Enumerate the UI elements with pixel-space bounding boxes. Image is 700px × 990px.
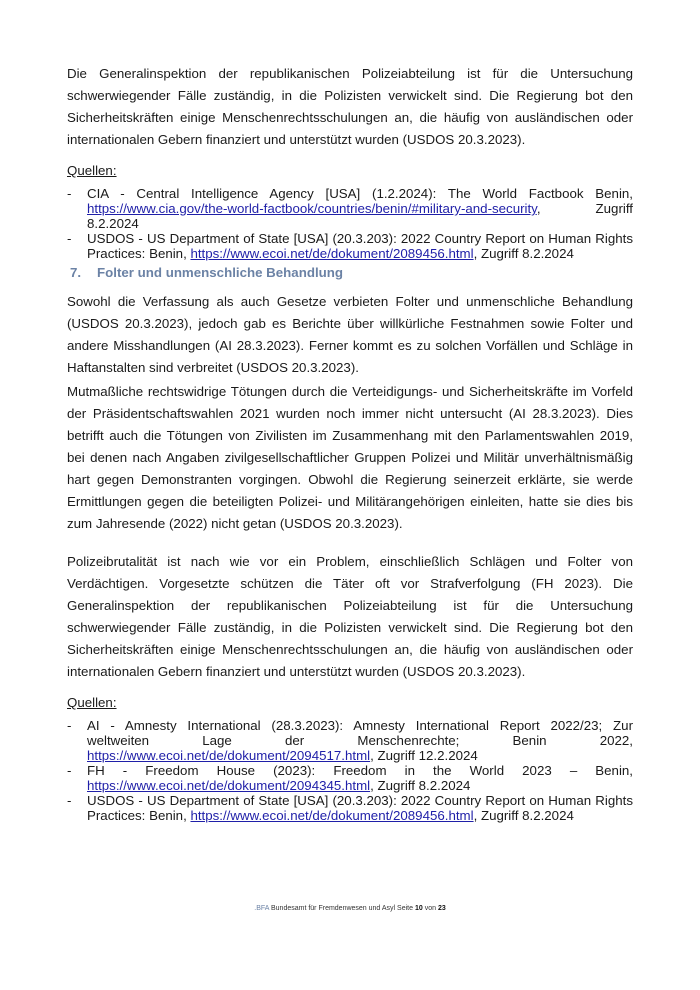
list-dash: - [67, 231, 72, 246]
list-dash: - [67, 186, 72, 201]
source-item: - AI - Amnesty International (28.3.2023): Amnesty International Report 2022/23; Zur weltweiten Lage der Menschenrechte; Benin 2022, https://www.ecoi.net/de/dokument/2094517.html, Zugriff 12.2.2024 [67, 718, 633, 763]
source-item: - FH - Freedom House (2023): Freedom in the World 2023 – Benin, https://www.ecoi.net/de/dokument/2094345.html, Zugriff 8.2.2024 [67, 763, 633, 793]
body-paragraph: Sowohl die Verfassung als auch Gesetze verbieten Folter und unmenschliche Behandlung (USDOS 20.3.2023), jedoch gab es Berichte über willkürliche Festnahmen sowie Folter und andere Misshandlungen (AI 28.3.2023). Ferner kommt es zu solchen Vorfällen und Schläge in Haftanstalten sind verbreitet (USDOS 20.3.2023). [67, 294, 633, 375]
page-total: 23 [437, 905, 446, 912]
list-dash: - [67, 718, 72, 733]
section-title: Folter und unmenschliche Behandlung [97, 265, 344, 280]
section-heading [70, 265, 343, 280]
source-link[interactable]: https://www.ecoi.net/de/dokument/2089456.html [190, 246, 474, 261]
section-number: 7. [70, 265, 82, 280]
source-link[interactable]: https://www.ecoi.net/de/dokument/2094345.html [87, 778, 371, 793]
body-paragraph: Mutmaßliche rechtswidrige Tötungen durch die Verteidigungs- und Sicherheitskräfte im Vorfeld der Präsidentschaftswahlen 2021 wurden noch immer nicht untersucht (AI 28.3.2023). Dies betrifft auch die Tötungen von Zivilisten im Zusammenhang mit den Parlamentswahlen 2019, bei denen nach Angaben zivilgesellschaftlicher Gruppen Polizei und Militär unverhältnismäßig hart gegen Demonstranten vorgingen. Obwohl die Regierung seinerzeit erklärte, sie werde Ermittlungen gegen die beteiligten Polizei- und Militärangehörigen einleiten, hatte sie dies bis zum Jahresende (2022) nicht getan (USDOS 20.3.2023). [67, 384, 633, 531]
sources-heading: Quellen: [67, 695, 117, 710]
bfa-logo-text: .BFA [254, 905, 270, 912]
list-dash: - [67, 793, 72, 808]
body-paragraph: Polizeibrutalität ist nach wie vor ein Problem, einschließlich Schlägen und Folter von Verdächtigen. Vorgesetzte schützen die Täter oft vor Strafverfolgung (FH 2023). Die Generalinspektion der republikanischen Polizeiabteilung ist für die Untersuchung schwerwiegender Fälle zuständig, in die Polizisten verwickelt sind. Die Regierung bot den Sicherheitskräften einige Menschenrechtsschulungen an, die häufig von ausländischen oder internationalen Gebern finanziert und unterstützt wurden (USDOS 20.3.2023). [67, 554, 633, 679]
list-dash: - [67, 763, 72, 778]
page-number: 10 [414, 905, 423, 912]
source-link[interactable]: https://www.ecoi.net/de/dokument/2094517.html [87, 748, 371, 763]
page-footer: .BFA Bundesamt für Fremdenwesen und Asyl Seite 10 von 23 [254, 905, 446, 912]
sources-list [67, 718, 633, 823]
sources-heading: Quellen: [67, 163, 117, 178]
source-item: - CIA - Central Intelligence Agency [USA] (1.2.2024): The World Factbook Benin, https://www.cia.gov/the-world-factbook/countries/benin/#military-and-security, Zugriff 8.2.2024 [67, 186, 633, 231]
intro-paragraph: Die Generalinspektion der republikanischen Polizeiabteilung ist für die Untersuchung schwerwiegender Fälle zuständig, in die Polizisten verwickelt sind. Die Regierung bot den Sicherheitskräften einige Menschenrechtsschulungen an, die häufig von ausländischen oder internationalen Gebern finanziert und unterstützt wurden (USDOS 20.3.2023). [67, 66, 633, 147]
source-item: - USDOS - US Department of State [USA] (20.3.203): 2022 Country Report on Human Rights Practices: Benin, https://www.ecoi.net/de/dokument/2089456.html, Zugriff 8.2.2024 [67, 231, 633, 261]
source-link[interactable]: https://www.ecoi.net/de/dokument/2089456.html [190, 808, 474, 823]
source-link[interactable]: https://www.cia.gov/the-world-factbook/countries/benin/#military-and-security [87, 201, 537, 216]
sources-list [67, 186, 633, 261]
source-item: - USDOS - US Department of State [USA] (20.3.203): 2022 Country Report on Human Rights Practices: Benin, https://www.ecoi.net/de/dokument/2089456.html, Zugriff 8.2.2024 [67, 793, 633, 823]
